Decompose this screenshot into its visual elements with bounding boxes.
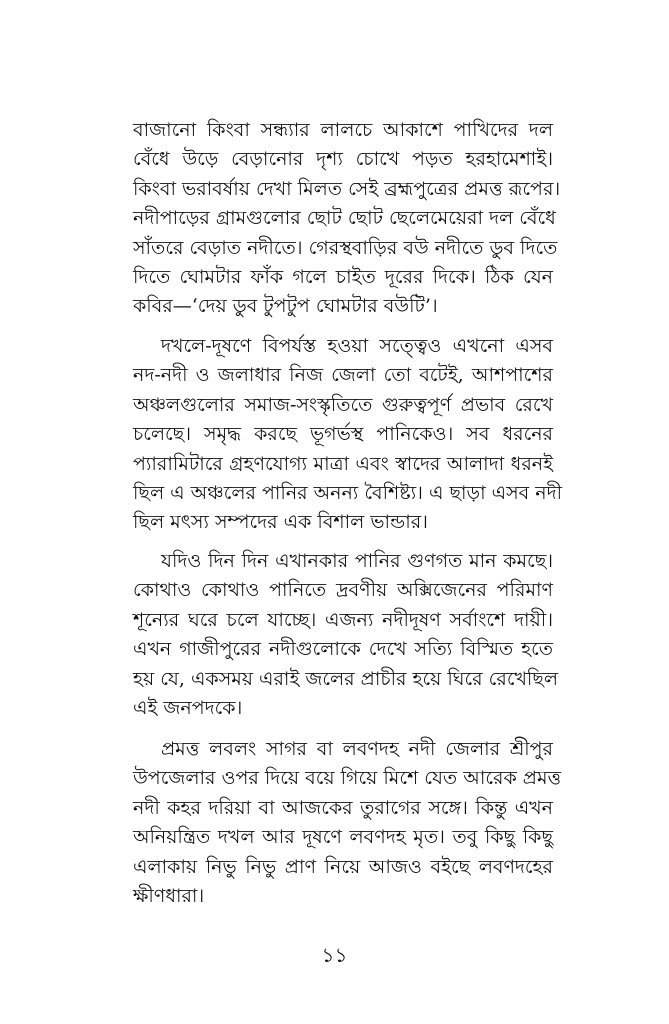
text-line: চলেছে। সমৃদ্ধ করছে ভূগর্ভস্থ পানিকেও। সব ধরনের — [133, 423, 553, 446]
text-line: দখলে-দূষণে বিপর্যস্ত হওয়া সত্ত্বেও এখনো এসব — [161, 335, 553, 357]
text-line: এলাকায় নিভু নিভু প্রাণ নিয়ে আজও বইছে লবণদহের — [133, 855, 553, 878]
text-line: হয় যে, একসময় এরাই জলের প্রাচীর হয়ে ঘিরে রেখেছিল — [133, 667, 559, 690]
text-line: দিতে ঘোমটার ফাঁক গলে চাইত দূরের দিকে। ঠিক যেন — [133, 265, 553, 288]
text-line: এখন গাজীপুরের নদীগুলোকে দেখে সত্যি বিস্মিত হতে — [133, 638, 553, 661]
text-line: বেঁধে উড়ে বেড়ানোর দৃশ্য চোখে পড়ত হরহামেশাই। — [133, 148, 553, 171]
text-line: বাজানো কিংবা সন্ধ্যার লালচে আকাশে পাখিদের দল — [133, 119, 553, 141]
text-line: শূন্যের ঘরে চলে যাচ্ছে। এজন্য নদীদূষণ সর্বাংশে দায়ী। — [133, 608, 553, 631]
text-line: নদী কহর দরিয়া বা আজকের তুরাগের সঙ্গে। কিন্তু এখন — [133, 796, 553, 819]
text-line: প্যারামিটারে গ্রহণযোগ্য মাত্রা এবং স্বাদের আলাদা ধরনই — [133, 452, 553, 475]
text-line: যদিও দিন দিন এখানকার পানির গুণগত মান কমছে। — [161, 550, 553, 572]
text-line: অঞ্চলগুলোর সমাজ-সংস্কৃতিতে গুরুত্বপূর্ণ প্রভাব রেখে — [133, 393, 553, 416]
text-line: নদীপাড়ের গ্রামগুলোর ছোট ছোট ছেলেমেয়েরা দল বেঁধে — [133, 207, 556, 230]
text-line: নদ-নদী ও জলাধার নিজ জেলা তো বটেই, আশপাশের — [133, 364, 553, 387]
text-line: কোথাও কোথাও পানিতে দ্রবণীয় অক্সিজেনের পরিমাণ — [133, 579, 553, 602]
text-line: উপজেলার ওপর দিয়ে বয়ে গিয়ে মিশে যেত আরেক প্রমত্ত — [133, 767, 562, 790]
text-line: ছিল মৎস্য সম্পদের এক বিশাল ভান্ডার। — [133, 511, 428, 534]
paragraph-1 — [133, 116, 561, 322]
paragraph-4 — [133, 735, 562, 911]
text-line: এই জনপদকে। — [133, 696, 243, 719]
paragraph-2 — [133, 332, 563, 538]
paragraph-3 — [133, 547, 559, 723]
page-number: ১১ — [321, 943, 348, 967]
text-line: ক্ষীণধারা। — [133, 884, 205, 907]
text-line: সাঁতরে বেড়াত নদীতে। গেরস্থবাড়ির বউ নদীতে ডুব দিতে — [133, 236, 558, 259]
text-line: প্রমত্ত লবলং সাগর বা লবণদহ নদী জেলার শ্রীপুর — [161, 738, 553, 760]
text-line: ছিল এ অঞ্চলের পানির অনন্য বৈশিষ্ট্য। এ ছাড়া এসব নদী — [133, 481, 563, 504]
text-line: কবির—‘দেয় ডুব টুপটুপ ঘোমটার বউটি’। — [133, 295, 438, 318]
text-line: কিংবা ভরাবর্ষায় দেখা মিলত সেই ব্রহ্মপুত্রের প্রমত্ত রূপের। — [133, 177, 561, 200]
text-line: অনিয়ন্ত্রিত দখল আর দূষণে লবণদহ মৃত। তবু কিছু কিছু — [133, 826, 553, 849]
